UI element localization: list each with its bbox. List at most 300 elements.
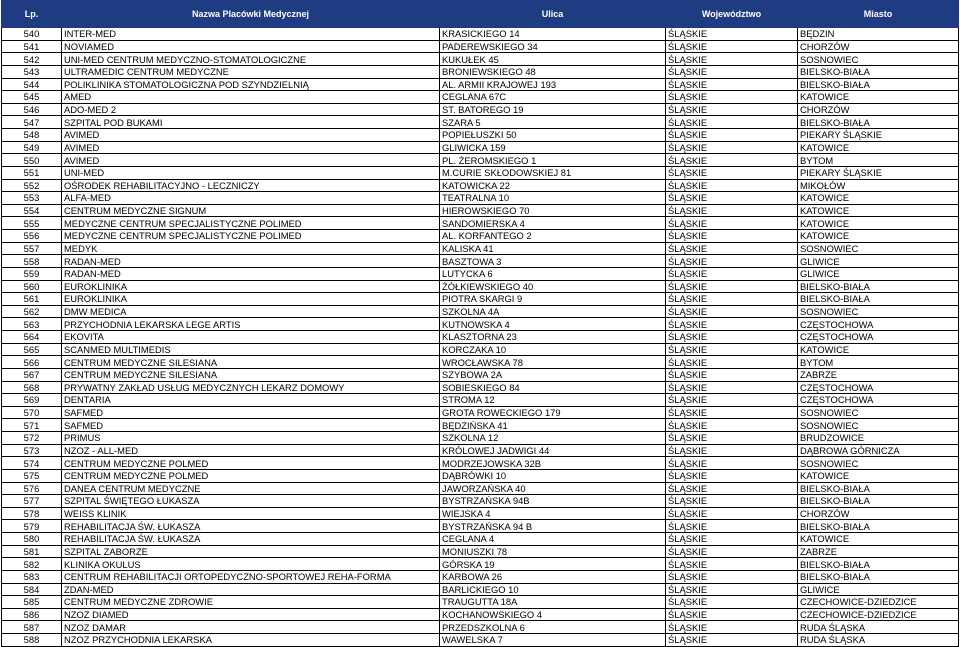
cell-street: KRASICKIEGO 14 <box>440 28 666 41</box>
cell-voivodeship: ŚLĄSKIE <box>666 356 798 369</box>
cell-lp: 566 <box>2 356 62 369</box>
cell-name: SCANMED MULTIMEDIS <box>62 343 440 356</box>
cell-street: MONIUSZKI 78 <box>440 545 666 558</box>
cell-street: ŻÓŁKIEWSKIEGO 40 <box>440 280 666 293</box>
table-row <box>2 242 959 255</box>
cell-city: KATOWICE <box>798 141 959 154</box>
cell-name: DANEA CENTRUM MEDYCZNE <box>62 482 440 495</box>
table-row <box>2 482 959 495</box>
cell-name: EKOVITA <box>62 331 440 344</box>
cell-city: CHORZÓW <box>798 507 959 520</box>
cell-street: KLASZTORNA 23 <box>440 331 666 344</box>
cell-city: BIELSKO-BIAŁA <box>798 558 959 571</box>
cell-street: KATOWICKA 22 <box>440 179 666 192</box>
cell-voivodeship: ŚLĄSKIE <box>666 280 798 293</box>
cell-lp: 560 <box>2 280 62 293</box>
cell-name: CENTRUM MEDYCZNE SIGNUM <box>62 204 440 217</box>
cell-voivodeship: ŚLĄSKIE <box>666 166 798 179</box>
cell-city: CZECHOWICE-DZIEDZICE <box>798 596 959 609</box>
table-row <box>2 545 959 558</box>
cell-lp: 540 <box>2 28 62 41</box>
cell-street: KUTNOWSKA 4 <box>440 318 666 331</box>
table-row <box>2 65 959 78</box>
cell-city: CZĘSTOCHOWA <box>798 318 959 331</box>
cell-street: PL. ŻEROMSKIEGO 1 <box>440 154 666 167</box>
cell-name: AVIMED <box>62 129 440 142</box>
cell-lp: 588 <box>2 634 62 647</box>
cell-city: BYTOM <box>798 356 959 369</box>
cell-name: CENTRUM MEDYCZNE SILESIANA <box>62 356 440 369</box>
table-row <box>2 318 959 331</box>
cell-city: KATOWICE <box>798 230 959 243</box>
cell-voivodeship: ŚLĄSKIE <box>666 116 798 129</box>
header-row <box>2 1 959 28</box>
cell-city: BIELSKO-BIAŁA <box>798 520 959 533</box>
cell-street: AL. KORFANTEGO 2 <box>440 230 666 243</box>
cell-city: CHORZÓW <box>798 103 959 116</box>
cell-city: SOSNOWIEC <box>798 406 959 419</box>
cell-lp: 564 <box>2 331 62 344</box>
cell-name: NOVIAMED <box>62 40 440 53</box>
cell-lp: 570 <box>2 406 62 419</box>
cell-city: MIKOŁÓW <box>798 179 959 192</box>
cell-name: AVIMED <box>62 141 440 154</box>
table-row <box>2 305 959 318</box>
cell-voivodeship: ŚLĄSKIE <box>666 230 798 243</box>
table-row <box>2 406 959 419</box>
table-row <box>2 608 959 621</box>
cell-voivodeship: ŚLĄSKIE <box>666 596 798 609</box>
cell-street: KOCHANOWSKIEGO 4 <box>440 608 666 621</box>
cell-street: ST. BATOREGO 19 <box>440 103 666 116</box>
table-row <box>2 91 959 104</box>
table-row <box>2 343 959 356</box>
cell-city: ZABRZE <box>798 545 959 558</box>
table-row <box>2 520 959 533</box>
cell-lp: 587 <box>2 621 62 634</box>
table-row <box>2 293 959 306</box>
cell-name: POLIKLINIKA STOMATOLOGICZNA POD SZYNDZIELNIĄ <box>62 78 440 91</box>
cell-lp: 555 <box>2 217 62 230</box>
cell-street: DĄBRÓWKI 10 <box>440 469 666 482</box>
cell-street: MODRZEJOWSKA 32B <box>440 457 666 470</box>
cell-voivodeship: ŚLĄSKIE <box>666 318 798 331</box>
cell-city: SOSNOWIEC <box>798 457 959 470</box>
table-row <box>2 129 959 142</box>
cell-voivodeship: ŚLĄSKIE <box>666 570 798 583</box>
cell-lp: 543 <box>2 65 62 78</box>
table-row <box>2 267 959 280</box>
cell-name: NZOZ PRZYCHODNIA LEKARSKA <box>62 634 440 647</box>
table-row <box>2 166 959 179</box>
cell-voivodeship: ŚLĄSKIE <box>666 381 798 394</box>
cell-lp: 575 <box>2 469 62 482</box>
cell-voivodeship: ŚLĄSKIE <box>666 255 798 268</box>
cell-voivodeship: ŚLĄSKIE <box>666 394 798 407</box>
cell-name: NZOZ - ALL-MED <box>62 444 440 457</box>
cell-name: NZOZ DAMAR <box>62 621 440 634</box>
cell-voivodeship: ŚLĄSKIE <box>666 242 798 255</box>
cell-street: WAWELSKA 7 <box>440 634 666 647</box>
cell-street: CEGLANA 67C <box>440 91 666 104</box>
cell-city: CZECHOWICE-DZIEDZICE <box>798 608 959 621</box>
cell-lp: 557 <box>2 242 62 255</box>
cell-name: PRYWATNY ZAKŁAD USŁUG MEDYCZNYCH LEKARZ DOMOWY <box>62 381 440 394</box>
cell-street: M.CURIE SKŁODOWSKIEJ 81 <box>440 166 666 179</box>
cell-lp: 547 <box>2 116 62 129</box>
cell-street: BASZTOWA 3 <box>440 255 666 268</box>
cell-voivodeship: ŚLĄSKIE <box>666 507 798 520</box>
table-row <box>2 419 959 432</box>
table-row <box>2 634 959 647</box>
cell-name: SAFMED <box>62 419 440 432</box>
table-row <box>2 533 959 546</box>
cell-street: TEATRALNA 10 <box>440 192 666 205</box>
cell-lp: 572 <box>2 432 62 445</box>
cell-street: LUTYCKA 6 <box>440 267 666 280</box>
cell-name: ULTRAMEDIC CENTRUM MEDYCZNE <box>62 65 440 78</box>
cell-street: HIEROWSKIEGO 70 <box>440 204 666 217</box>
cell-lp: 577 <box>2 495 62 508</box>
cell-city: GLIWICE <box>798 267 959 280</box>
cell-street: SZKOLNA 12 <box>440 432 666 445</box>
cell-city: SOSNOWIEC <box>798 53 959 66</box>
table-row <box>2 217 959 230</box>
cell-city: BIELSKO-BIAŁA <box>798 482 959 495</box>
cell-name: RADAN-MED <box>62 255 440 268</box>
cell-city: PIEKARY ŚLĄSKIE <box>798 129 959 142</box>
cell-street: KARBOWA 26 <box>440 570 666 583</box>
cell-street: SANDOMIERSKA 4 <box>440 217 666 230</box>
cell-street: KRÓLOWEJ JADWIGI 44 <box>440 444 666 457</box>
cell-lp: 578 <box>2 507 62 520</box>
cell-voivodeship: ŚLĄSKIE <box>666 305 798 318</box>
cell-street: BYSTRZAŃSKA 94B <box>440 495 666 508</box>
cell-lp: 579 <box>2 520 62 533</box>
cell-voivodeship: ŚLĄSKIE <box>666 469 798 482</box>
cell-voivodeship: ŚLĄSKIE <box>666 520 798 533</box>
cell-street: BYSTRZAŃSKA 94 B <box>440 520 666 533</box>
cell-street: TRAUGUTTA 18A <box>440 596 666 609</box>
cell-lp: 545 <box>2 91 62 104</box>
cell-street: STROMA 12 <box>440 394 666 407</box>
cell-voivodeship: ŚLĄSKIE <box>666 621 798 634</box>
cell-voivodeship: ŚLĄSKIE <box>666 141 798 154</box>
cell-street: CEGLANA 4 <box>440 533 666 546</box>
cell-name: ADO-MED 2 <box>62 103 440 116</box>
cell-name: WEISS KLINIK <box>62 507 440 520</box>
table-row <box>2 204 959 217</box>
facilities-table <box>1 0 959 647</box>
table-row <box>2 558 959 571</box>
cell-street: PADEREWSKIEGO 34 <box>440 40 666 53</box>
cell-city: SOSNOWIEC <box>798 305 959 318</box>
cell-street: BRONIEWSKIEGO 48 <box>440 65 666 78</box>
cell-street: AL. ARMII KRAJOWEJ 193 <box>440 78 666 91</box>
cell-lp: 583 <box>2 570 62 583</box>
cell-name: EUROKLINIKA <box>62 280 440 293</box>
cell-voivodeship: ŚLĄSKIE <box>666 331 798 344</box>
table-row <box>2 381 959 394</box>
cell-city: GLIWICE <box>798 583 959 596</box>
cell-lp: 571 <box>2 419 62 432</box>
cell-voivodeship: ŚLĄSKIE <box>666 558 798 571</box>
cell-name: CENTRUM REHABILITACJI ORTOPEDYCZNO-SPORTOWEJ REHA-FORMA <box>62 570 440 583</box>
cell-lp: 567 <box>2 368 62 381</box>
table-row <box>2 40 959 53</box>
cell-voivodeship: ŚLĄSKIE <box>666 634 798 647</box>
cell-lp: 573 <box>2 444 62 457</box>
cell-name: CENTRUM MEDYCZNE ZDROWIE <box>62 596 440 609</box>
cell-street: KUKUŁEK 45 <box>440 53 666 66</box>
table-row <box>2 394 959 407</box>
cell-lp: 544 <box>2 78 62 91</box>
cell-voivodeship: ŚLĄSKIE <box>666 608 798 621</box>
cell-lp: 541 <box>2 40 62 53</box>
cell-name: DENTARIA <box>62 394 440 407</box>
cell-lp: 561 <box>2 293 62 306</box>
cell-city: RUDA ŚLĄSKA <box>798 621 959 634</box>
cell-name: SZPITAL POD BUKAMI <box>62 116 440 129</box>
cell-name: DMW MEDICA <box>62 305 440 318</box>
cell-voivodeship: ŚLĄSKIE <box>666 406 798 419</box>
cell-name: MEDYK <box>62 242 440 255</box>
cell-city: KATOWICE <box>798 469 959 482</box>
cell-voivodeship: ŚLĄSKIE <box>666 583 798 596</box>
cell-voivodeship: ŚLĄSKIE <box>666 154 798 167</box>
cell-street: KALISKA 41 <box>440 242 666 255</box>
cell-voivodeship: ŚLĄSKIE <box>666 368 798 381</box>
cell-city: BIELSKO-BIAŁA <box>798 116 959 129</box>
cell-lp: 574 <box>2 457 62 470</box>
cell-street: POPIEŁUSZKI 50 <box>440 129 666 142</box>
cell-street: BARLICKIEGO 10 <box>440 583 666 596</box>
cell-voivodeship: ŚLĄSKIE <box>666 267 798 280</box>
table-row <box>2 444 959 457</box>
table-row <box>2 507 959 520</box>
cell-lp: 542 <box>2 53 62 66</box>
cell-voivodeship: ŚLĄSKIE <box>666 217 798 230</box>
cell-city: KATOWICE <box>798 204 959 217</box>
cell-city: KATOWICE <box>798 217 959 230</box>
cell-street: SOBIESKIEGO 84 <box>440 381 666 394</box>
cell-city: KATOWICE <box>798 192 959 205</box>
cell-city: BYTOM <box>798 154 959 167</box>
cell-lp: 546 <box>2 103 62 116</box>
cell-name: SZPITAL ZABORZE <box>62 545 440 558</box>
cell-city: CZĘSTOCHOWA <box>798 331 959 344</box>
header-city: Miasto <box>798 1 959 28</box>
cell-name: CENTRUM MEDYCZNE POLMED <box>62 457 440 470</box>
table-row <box>2 103 959 116</box>
cell-name: KLINIKA OKULUS <box>62 558 440 571</box>
cell-city: KATOWICE <box>798 533 959 546</box>
cell-voivodeship: ŚLĄSKIE <box>666 65 798 78</box>
cell-name: NZOZ DIAMED <box>62 608 440 621</box>
cell-street: SZYBOWA 2A <box>440 368 666 381</box>
cell-lp: 559 <box>2 267 62 280</box>
table-row <box>2 78 959 91</box>
cell-name: CENTRUM MEDYCZNE POLMED <box>62 469 440 482</box>
cell-street: WROCŁAWSKA 78 <box>440 356 666 369</box>
cell-name: OŚRODEK REHABILITACYJNO - LECZNICZY <box>62 179 440 192</box>
cell-city: PIEKARY ŚLĄSKIE <box>798 166 959 179</box>
cell-lp: 553 <box>2 192 62 205</box>
cell-voivodeship: ŚLĄSKIE <box>666 495 798 508</box>
cell-lp: 550 <box>2 154 62 167</box>
cell-name: PRIMUS <box>62 432 440 445</box>
cell-voivodeship: ŚLĄSKIE <box>666 129 798 142</box>
cell-voivodeship: ŚLĄSKIE <box>666 53 798 66</box>
cell-name: AMED <box>62 91 440 104</box>
header-name: Nazwa Placówki Medycznej <box>62 1 440 28</box>
cell-street: GLIWICKA 159 <box>440 141 666 154</box>
table-row <box>2 583 959 596</box>
cell-city: BIELSKO-BIAŁA <box>798 78 959 91</box>
cell-lp: 585 <box>2 596 62 609</box>
table-row <box>2 621 959 634</box>
cell-city: DĄBROWA GÓRNICZA <box>798 444 959 457</box>
cell-voivodeship: ŚLĄSKIE <box>666 204 798 217</box>
cell-name: SAFMED <box>62 406 440 419</box>
table-row <box>2 179 959 192</box>
cell-name: CENTRUM MEDYCZNE SILESIANA <box>62 368 440 381</box>
table-row <box>2 596 959 609</box>
table-row <box>2 28 959 41</box>
cell-lp: 569 <box>2 394 62 407</box>
cell-lp: 554 <box>2 204 62 217</box>
cell-city: CZĘSTOCHOWA <box>798 381 959 394</box>
cell-name: MEDYCZNE CENTRUM SPECJALISTYCZNE POLIMED <box>62 230 440 243</box>
cell-city: BIELSKO-BIAŁA <box>798 293 959 306</box>
cell-voivodeship: ŚLĄSKIE <box>666 343 798 356</box>
cell-city: BĘDZIN <box>798 28 959 41</box>
cell-city: BIELSKO-BIAŁA <box>798 495 959 508</box>
table-row <box>2 192 959 205</box>
cell-name: REHABILITACJA ŚW. ŁUKASZA <box>62 520 440 533</box>
cell-street: BĘDZIŃSKA 41 <box>440 419 666 432</box>
cell-city: BIELSKO-BIAŁA <box>798 280 959 293</box>
cell-name: REHABILITACJA ŚW. ŁUKASZA <box>62 533 440 546</box>
cell-voivodeship: ŚLĄSKIE <box>666 419 798 432</box>
cell-voivodeship: ŚLĄSKIE <box>666 545 798 558</box>
cell-city: GLIWICE <box>798 255 959 268</box>
table-row <box>2 280 959 293</box>
cell-street: GÓRSKA 19 <box>440 558 666 571</box>
cell-lp: 581 <box>2 545 62 558</box>
header-street: Ulica <box>440 1 666 28</box>
cell-lp: 584 <box>2 583 62 596</box>
cell-city: RUDA ŚLĄSKA <box>798 634 959 647</box>
cell-lp: 552 <box>2 179 62 192</box>
cell-street: JAWORZAŃSKA 40 <box>440 482 666 495</box>
cell-street: WIEJSKA 4 <box>440 507 666 520</box>
cell-voivodeship: ŚLĄSKIE <box>666 40 798 53</box>
table-row <box>2 432 959 445</box>
table-row <box>2 495 959 508</box>
cell-lp: 565 <box>2 343 62 356</box>
cell-street: KORCZAKA 10 <box>440 343 666 356</box>
cell-name: MEDYCZNE CENTRUM SPECJALISTYCZNE POLIMED <box>62 217 440 230</box>
cell-lp: 576 <box>2 482 62 495</box>
cell-name: ZDAN-MED <box>62 583 440 596</box>
cell-lp: 549 <box>2 141 62 154</box>
table-row <box>2 457 959 470</box>
cell-city: CZĘSTOCHOWA <box>798 394 959 407</box>
cell-city: BIELSKO-BIAŁA <box>798 65 959 78</box>
cell-street: GROTA ROWECKIEGO 179 <box>440 406 666 419</box>
cell-voivodeship: ŚLĄSKIE <box>666 432 798 445</box>
cell-voivodeship: ŚLĄSKIE <box>666 78 798 91</box>
table-row <box>2 368 959 381</box>
cell-city: KATOWICE <box>798 91 959 104</box>
table-row <box>2 53 959 66</box>
cell-voivodeship: ŚLĄSKIE <box>666 533 798 546</box>
cell-street: SZARA 5 <box>440 116 666 129</box>
cell-city: BRUDZOWICE <box>798 432 959 445</box>
cell-name: SZPITAL ŚWIĘTEGO ŁUKASZA <box>62 495 440 508</box>
cell-voivodeship: ŚLĄSKIE <box>666 457 798 470</box>
table-body <box>2 28 959 647</box>
table-row <box>2 570 959 583</box>
table-row <box>2 230 959 243</box>
table-row <box>2 141 959 154</box>
cell-lp: 582 <box>2 558 62 571</box>
cell-voivodeship: ŚLĄSKIE <box>666 482 798 495</box>
cell-name: INTER-MED <box>62 28 440 41</box>
cell-lp: 551 <box>2 166 62 179</box>
header-lp: Lp. <box>2 1 62 28</box>
table-row <box>2 116 959 129</box>
cell-name: ALFA-MED <box>62 192 440 205</box>
table-row <box>2 469 959 482</box>
cell-lp: 548 <box>2 129 62 142</box>
cell-city: SOSNOWIEC <box>798 419 959 432</box>
cell-lp: 568 <box>2 381 62 394</box>
cell-voivodeship: ŚLĄSKIE <box>666 293 798 306</box>
table-row <box>2 255 959 268</box>
table-row <box>2 331 959 344</box>
cell-city: ZABRZE <box>798 368 959 381</box>
cell-street: PRZEDSZKOLNA 6 <box>440 621 666 634</box>
table-row <box>2 356 959 369</box>
cell-name: RADAN-MED <box>62 267 440 280</box>
cell-lp: 556 <box>2 230 62 243</box>
cell-city: CHORZÓW <box>798 40 959 53</box>
cell-name: UNI-MED CENTRUM MEDYCZNO-STOMATOLOGICZNE <box>62 53 440 66</box>
cell-street: PIOTRA SKARGI 9 <box>440 293 666 306</box>
cell-name: UNI-MED <box>62 166 440 179</box>
cell-street: SZKOLNA 4A <box>440 305 666 318</box>
cell-voivodeship: ŚLĄSKIE <box>666 179 798 192</box>
cell-lp: 562 <box>2 305 62 318</box>
cell-voivodeship: ŚLĄSKIE <box>666 192 798 205</box>
cell-city: SOSNOWIEC <box>798 242 959 255</box>
cell-voivodeship: ŚLĄSKIE <box>666 444 798 457</box>
cell-lp: 586 <box>2 608 62 621</box>
cell-name: PRZYCHODNIA LEKARSKA LEGE ARTIS <box>62 318 440 331</box>
cell-lp: 558 <box>2 255 62 268</box>
cell-name: EUROKLINIKA <box>62 293 440 306</box>
header-voivodeship: Województwo <box>666 1 798 28</box>
cell-city: KATOWICE <box>798 343 959 356</box>
cell-lp: 580 <box>2 533 62 546</box>
cell-voivodeship: ŚLĄSKIE <box>666 103 798 116</box>
cell-name: AVIMED <box>62 154 440 167</box>
cell-voivodeship: ŚLĄSKIE <box>666 91 798 104</box>
cell-voivodeship: ŚLĄSKIE <box>666 28 798 41</box>
table-row <box>2 154 959 167</box>
